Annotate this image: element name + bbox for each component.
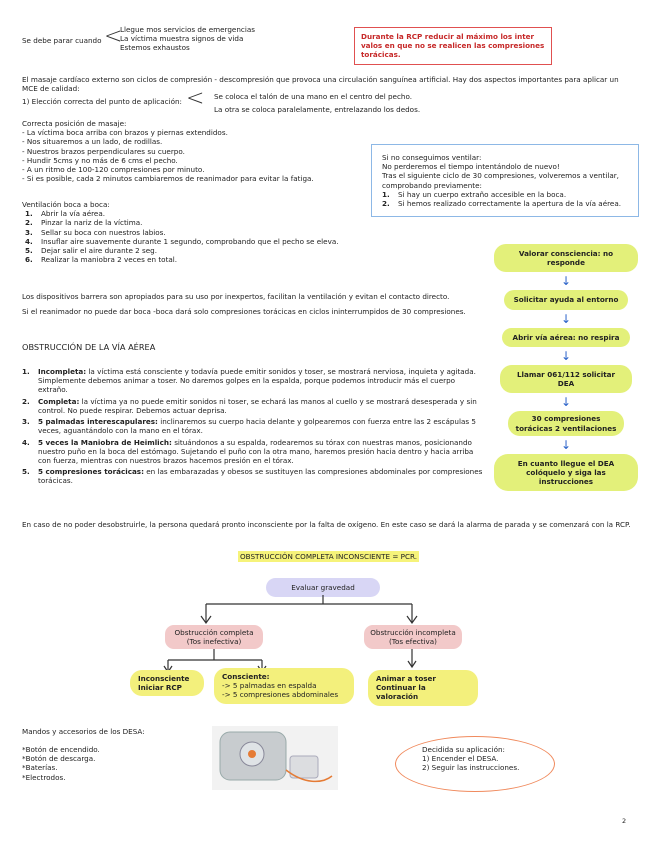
unconscious-note: En caso de no poder desobstruirle, la persona quedará pronto inconsciente por la falta de oxígeno. En este caso se dará la alarma de parada y se comenzará con la RCP. (22, 520, 631, 529)
unconscious-box: Inconsciente Iniciar RCP (130, 670, 204, 696)
page-number: 2 (622, 817, 627, 825)
flow-step: Llamar 061/112 solicitar DEA (500, 365, 632, 393)
barrier-devices-note: Los dispositivos barrera son apropiados para su uso por inexpertos, facilitan la ventilación y evitan el contacto directo. (22, 292, 450, 301)
brace-icon: < (186, 86, 205, 111)
massage-position: Correcta posición de masaje: - La víctima boca arriba con brazos y piernas extendidos. - Nos situaremos a un lado, de rodillas. - Nuestros brazos perpendiculares su cuerpo. - Hundir 5cms y no más de 6 cms el pecho. - A un ritmo de 100-120 compresiones por minuto. - Si es posible, cada 2 minutos cambiaremos de reanimador para evitar la fatiga. (22, 119, 314, 184)
stop-label: Se debe parar cuando (22, 36, 102, 45)
cough-box: Animar a toser Continuar la valoración (368, 670, 478, 706)
flow-step: Solicitar ayuda al entorno (504, 290, 628, 309)
complete-obstruction-box: Obstrucción completa (Tos inefectiva) (165, 625, 263, 649)
pcr-title: OBSTRUCCIÓN COMPLETA INCONSCIENTE = PCR. (240, 552, 418, 561)
brace-icon: < (104, 24, 123, 49)
arrow-down-icon: ↓ (560, 348, 572, 363)
ventilation-failure-box: Si no conseguimos ventilar: No perderemos el tiempo intentándolo de nuevo! Tras el siguiente ciclo de 30 compresiones, volveremos a ventilar, comprobando previamente: 1. Si hay un cuerpo extraño accesible en la boca. 2. Si hemos realizado correctamente la apertura de la vía aérea. (371, 144, 639, 217)
flow-step: Abrir vía aérea: no respira (502, 328, 630, 347)
compressions-only-note: Si el reanimador no puede dar boca -boca dará solo compresiones torácicas en ciclos ininterrumpidos de 30 compresiones. (22, 307, 466, 316)
flow-step: 30 compresiones torácicas 2 ventilaciones (508, 411, 624, 435)
arrow-down-icon: ↓ (560, 437, 572, 452)
defibrillator-image (212, 726, 338, 790)
dea-list: *Botón de encendido. *Botón de descarga. *Baterías. *Electrodos. (22, 745, 100, 782)
dea-steps-oval: Decidida su aplicación: 1) Encender el DESA. 2) Seguir las instrucciones. (395, 736, 555, 792)
flow-step: En cuanto llegue el DEA colóquelo y siga las instrucciones (494, 454, 638, 492)
application-point-list: Se coloca el talón de una mano en el centro del pecho. La otra se coloca paralelamente, entrelazando los dedos. (214, 92, 421, 115)
arrow-down-icon: ↓ (560, 311, 572, 326)
obstruction-list: 1. Incompleta: la víctima está consciente y todavía puede emitir sonidos y toser, se mostrará nerviosa, inquieta y agitada. Simplemente debemos animar a toser. No daremos golpes en la espalda, porque podemos introducir más el cuerpo extraño. 2. Completa: la víctima ya no puede emitir sonidos ni toser, se echará las manos al cuello y se mostrará desesperada y sin control. No puede respirar. Debemos actuar deprisa. 3. 5 palmadas interescapulares: inclinaremos su cuerpo hacia delante y golpearemos con fuerza entre las 2 escápulas 5 veces, aguantándolo con la mano en el tórax. 4. 5 veces la Maniobra de Heimlich: situándonos a su espalda, rodearemos su tórax con nuestras manos, posicionando nuestro puño en la boca del estómago. Sujetando el puño con la otra mano, haremos presión hacia dentro y hacia arriba con fuerza, mientras con nuestros brazos hacemos presión en el tórax. 5. 5 compresiones torácicas: en las embarazadas y obesos se sustituyen las compresiones abdominales por compresiones torácicas. (22, 367, 483, 486)
rcp-warning-box: Durante la RCP reducir al máximo los inter valos en que no se realicen las compresiones torácicas. (354, 27, 552, 65)
obstruction-title: OBSTRUCCIÓN DE LA VÍA AÉREA (22, 342, 156, 352)
stop-list: Llegue mos servicios de emergencias La víctima muestra signos de vida Estemos exhaustos (120, 25, 256, 53)
arrow-down-icon: ↓ (560, 395, 572, 410)
arrow-down-icon: ↓ (560, 274, 572, 289)
conscious-box: Consciente: -> 5 palmadas en espalda -> 5 compresiones abdominales (214, 668, 354, 704)
massage-definition: El masaje cardíaco externo son ciclos de compresión - descompresión que provoca una circulación sanguínea artificial. Hay dos aspectos importantes para aplicar un MCE de calidad: (22, 75, 619, 94)
application-point-label: 1) Elección correcta del punto de aplicación: (22, 97, 182, 106)
mouth-to-mouth: Ventilación boca a boca: 1. Abrir la vía aérea. 2. Pinzar la nariz de la víctima. 3. Sellar su boca con nuestros labios. 4. Insuflar aire suavemente durante 1 segundo, comprobando que el pecho se eleva. 5. Dejar salir el aire durante 2 seg. 6. Realizar la maniobra 2 veces en total. (22, 200, 339, 265)
incomplete-obstruction-box: Obstrucción incompleta (Tos efectiva) (364, 625, 462, 649)
dea-title: Mandos y accesorios de los DESA: (22, 727, 145, 736)
tree-root: Evaluar gravedad (266, 578, 380, 597)
flow-step: Valorar consciencia: no responde (494, 244, 638, 272)
